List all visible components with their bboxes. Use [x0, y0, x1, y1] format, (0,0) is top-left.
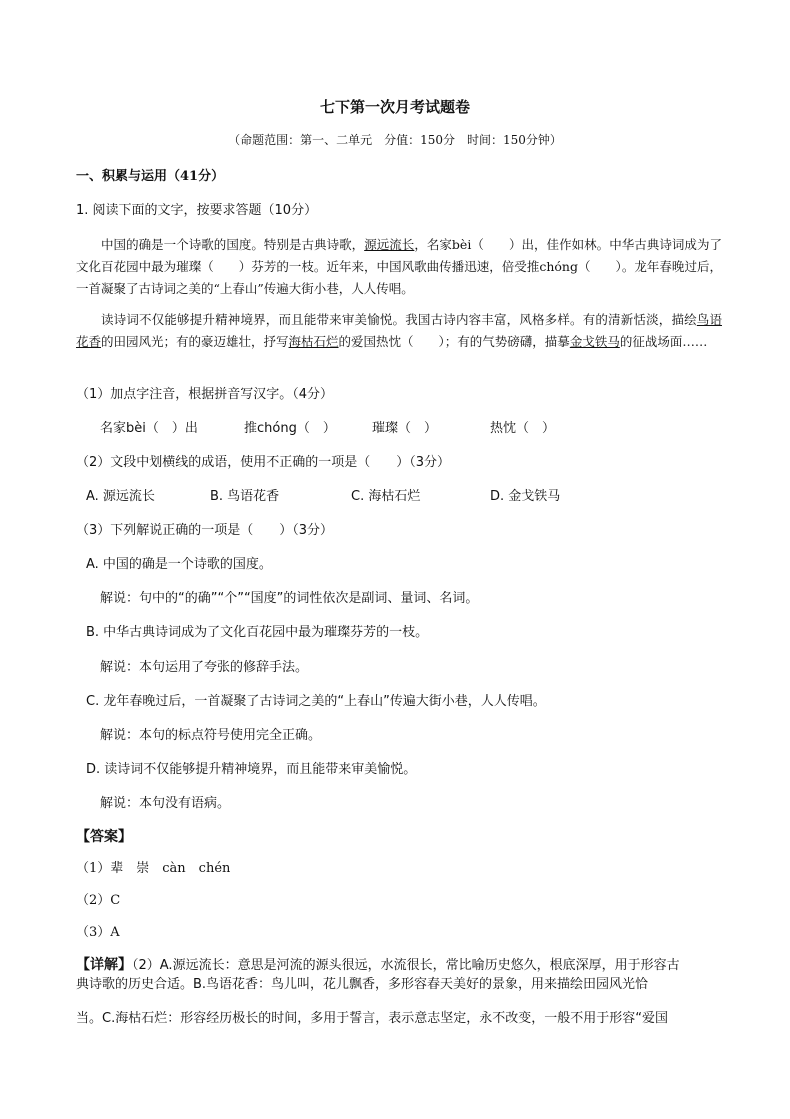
sub1-item: 名家bèi（ ）出 [100, 421, 198, 436]
sub-question-3: （3）下列解说正确的一项是（ ）（3分） [76, 523, 334, 538]
answer-label: 【答案】 [76, 829, 132, 845]
sub-question-1: （1）加点字注音，根据拼音写汉字。（4分） [76, 387, 334, 402]
detail-line: 典诗歌的历史合适。B.鸟语花香：鸟儿叫，花儿飘香，多形容春天美好的景象，用来描绘田园风光恰 [76, 977, 649, 992]
detail-label: 【详解】 [76, 957, 132, 973]
underlined-idiom: 金戈铁马 [569, 334, 620, 349]
section-heading: 一、积累与运用（41分） [76, 169, 225, 184]
detail-line: 【详解】（2）A.源远流长：意思是河流的源头很远，水流很长，常比喻历史悠久，根底深厚，用于形容古 [76, 957, 680, 973]
detail-line: 当。C.海枯石烂：形容经历极长的时间，多用于誓言，表示意志坚定，永不改变，一般不用于形容“爱国 [76, 1011, 668, 1026]
underlined-idiom: 源远流长 [364, 237, 415, 252]
sub1-item: 热忱（ ） [490, 421, 556, 436]
passage-paragraph-1: 中国的确是一个诗歌的国度。特别是古典诗歌，源远流长，名家bèi（ ）出，佳作如林。中华古典诗词成为了文化百花园中最为璀璨（ ）芬芳的一枝。近年来，中国风歌曲传播迅速，倍受推chóng（ ）。龙年春晚过后，一首凝聚了古诗词之美的“上春山”传遍大街小巷，人人传唱。 [76, 237, 722, 296]
explanation: 解说：本句没有语病。 [100, 796, 231, 811]
option: C. 海枯石烂 [351, 489, 421, 504]
explanation: 解说：本句运用了夸张的修辞手法。 [100, 660, 309, 675]
explanation: 解说：本句的标点符号使用完全正确。 [100, 728, 322, 743]
explanation: 解说：句中的“的确”“个”“国度”的词性依次是副词、量词、名词。 [100, 591, 479, 606]
option: D. 读诗词不仅能够提升精神境界，而且能带来审美愉悦。 [86, 762, 417, 777]
page-title: 七下第一次月考试题卷 [319, 98, 470, 116]
answer-line: （2）C [76, 893, 121, 908]
option: A. 中国的确是一个诗歌的国度。 [86, 557, 272, 572]
answer-line: （1）辈 崇 càn chén [76, 861, 231, 876]
option: C. 龙年春晚过后，一首凝聚了古诗词之美的“上春山”传遍大街小巷，人人传唱。 [86, 694, 546, 709]
exam-scope: （命题范围：第一、二单元 分值：150分 时间：150分钟） [228, 133, 562, 147]
option: B. 鸟语花香 [210, 489, 280, 504]
option: D. 金戈铁马 [490, 489, 561, 504]
option: B. 中华古典诗词成为了文化百花园中最为璀璨芬芳的一枝。 [86, 625, 429, 640]
question-1-title: 1. 阅读下面的文字，按要求答题（10分） [76, 203, 318, 218]
sub-question-2: （2）文段中划横线的成语，使用不正确的一项是（ ）（3分） [76, 455, 451, 470]
answer-line: （3）A [76, 925, 120, 940]
underlined-idiom: 鸟语花香 [76, 312, 722, 349]
sub1-item: 璀璨（ ） [372, 421, 438, 436]
sub1-item: 推chóng（ ） [244, 421, 336, 436]
underlined-idiom: 海枯石烂 [288, 334, 339, 349]
passage-paragraph-2: 读诗词不仅能够提升精神境界，而且能带来审美愉悦。我国古诗内容丰富，风格多样。有的清新恬淡，描绘鸟语花香的田园风光；有的豪迈雄壮，抒写海枯石烂的爱国热忱（ ）；有的气势磅礴，描摹金戈铁马的征战场面…… [76, 312, 722, 349]
option: A. 源远流长 [86, 489, 155, 504]
